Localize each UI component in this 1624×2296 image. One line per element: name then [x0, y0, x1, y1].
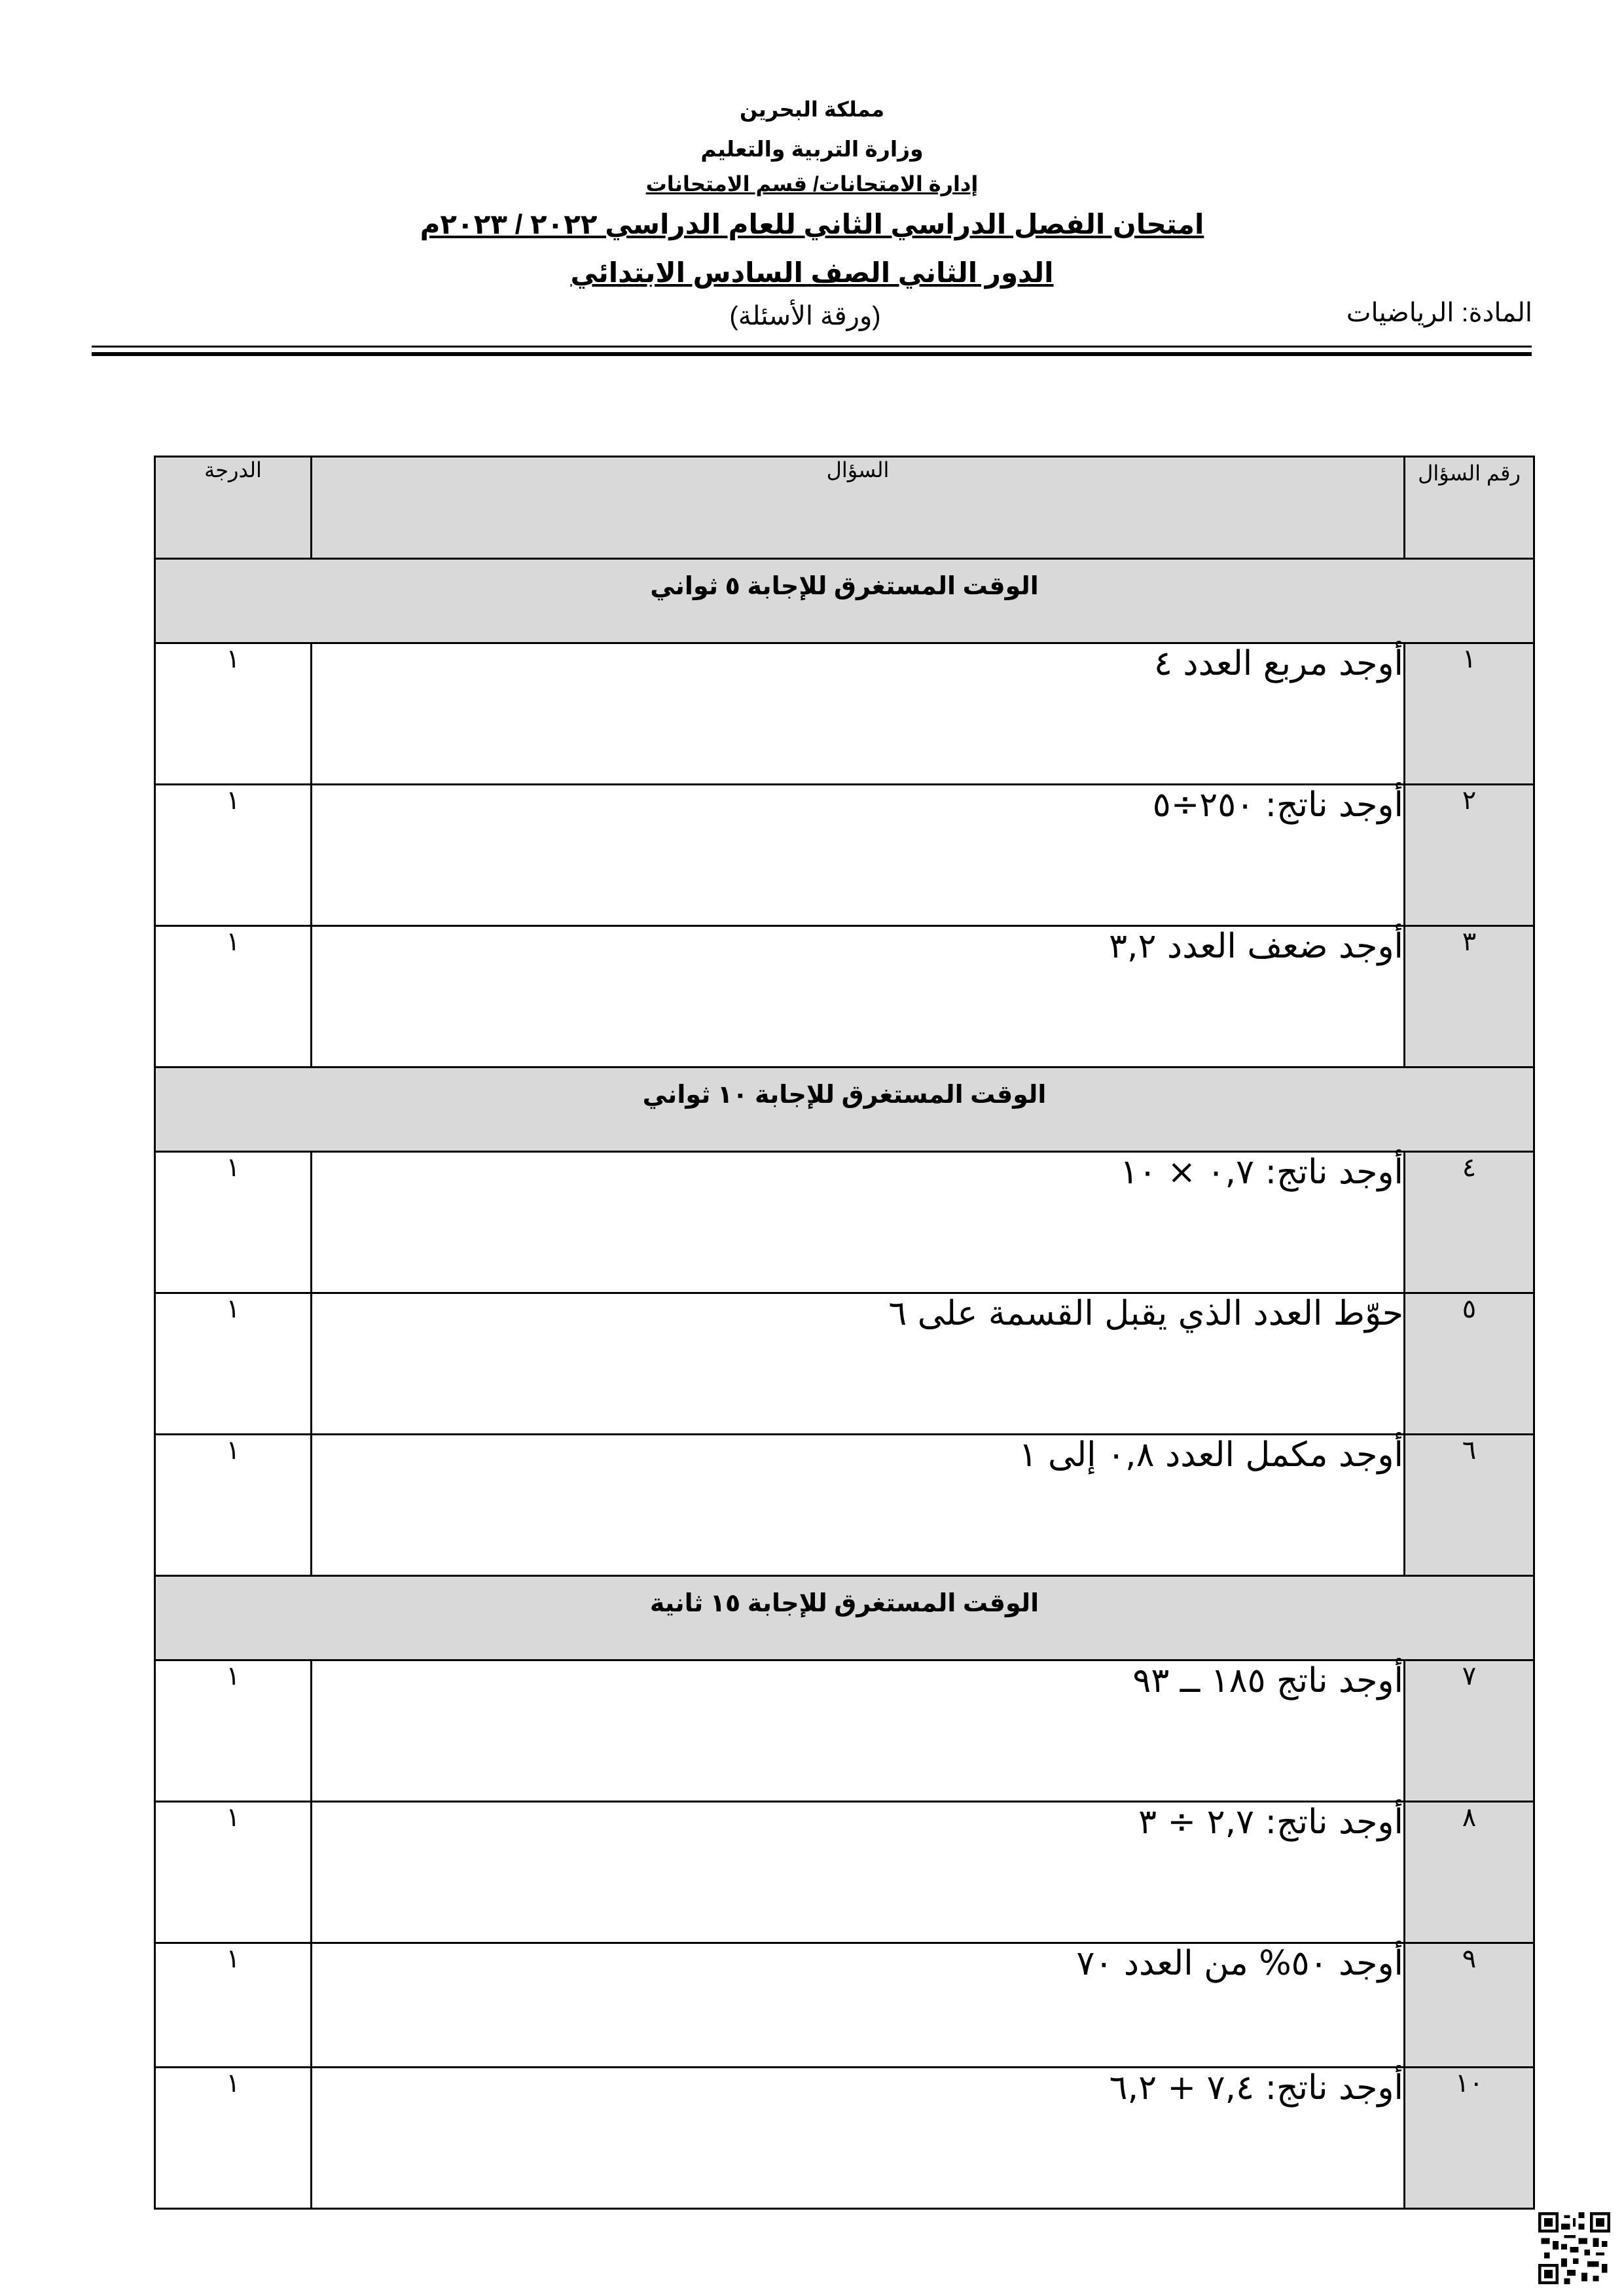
question-text: أوجد ناتج ١٨٥ ــ ٩٣ [312, 1660, 1405, 1802]
grade-header: الدرجة [155, 457, 312, 559]
question-row [155, 1660, 1534, 1802]
question-row [155, 785, 1534, 926]
questions-table [154, 456, 1535, 2210]
ministry-title: وزارة التربية والتعليم [700, 137, 924, 161]
question-grade: ١ [155, 1435, 312, 1576]
question-number-header: رقم السؤال [1405, 457, 1534, 559]
question-grade: ١ [155, 785, 312, 926]
question-text: حوّط العدد الذي يقبل القسمة على ٦ [312, 1293, 1405, 1435]
question-text: أوجد ضعف العدد ٣,٢ [312, 926, 1405, 1067]
question-grade: ١ [155, 2068, 312, 2209]
question-number: ١ [1405, 643, 1534, 785]
section-row [155, 1067, 1534, 1152]
header-divider-thin [92, 346, 1532, 348]
question-row [155, 643, 1534, 785]
question-text: أوجد ناتج: ٠,٧ × ١٠ [312, 1152, 1405, 1293]
question-number: ٩ [1405, 1943, 1534, 2068]
question-row [155, 2068, 1534, 2209]
question-grade: ١ [155, 1293, 312, 1435]
question-grade: ١ [155, 926, 312, 1067]
question-row [155, 926, 1534, 1067]
question-number: ٦ [1405, 1435, 1534, 1576]
question-row [155, 1152, 1534, 1293]
question-number: ٣ [1405, 926, 1534, 1067]
question-grade: ١ [155, 643, 312, 785]
section-title: الوقت المستغرق للإجابة ٥ ثواني [155, 559, 1534, 643]
question-grade: ١ [155, 1943, 312, 2068]
question-number: ٤ [1405, 1152, 1534, 1293]
exam-title: امتحان الفصل الدراسي الثاني للعام الدراسي ٢٠٢٢ / ٢٠٢٣م [420, 209, 1204, 240]
table-header-row [155, 457, 1534, 559]
section-title: الوقت المستغرق للإجابة ١٠ ثواني [155, 1067, 1534, 1152]
section-title: الوقت المستغرق للإجابة ١٥ ثانية [155, 1576, 1534, 1660]
question-grade: ١ [155, 1660, 312, 1802]
round-title: الدور الثاني الصف السادس الابتدائي [570, 257, 1054, 288]
qr-code-icon [1538, 2212, 1610, 2284]
question-row [155, 1435, 1534, 1576]
question-row [155, 1293, 1534, 1435]
question-number: ٢ [1405, 785, 1534, 926]
question-text: أوجد ناتج: ٢,٧ ÷ ٣ [312, 1802, 1405, 1943]
department-title: إدارة الامتحانات/ قسم الامتحانات [645, 172, 979, 196]
question-grade: ١ [155, 1152, 312, 1293]
question-grade: ١ [155, 1802, 312, 1943]
header-divider-thick [92, 352, 1532, 356]
question-row [155, 1943, 1534, 2068]
question-text: أوجد مربع العدد ٤ [312, 643, 1405, 785]
section-row [155, 559, 1534, 643]
question-header: السؤال [312, 457, 1405, 559]
paper-type-label: (ورقة الأسئلة) [729, 302, 881, 331]
question-text: أوجد ٥٠% من العدد ٧٠ [312, 1943, 1405, 2068]
question-text: أوجد مكمل العدد ٠,٨ إلى ١ [312, 1435, 1405, 1576]
kingdom-title: مملكة البحرين [739, 98, 885, 121]
question-number: ٥ [1405, 1293, 1534, 1435]
question-number: ٧ [1405, 1660, 1534, 1802]
question-row [155, 1802, 1534, 1943]
question-number: ٨ [1405, 1802, 1534, 1943]
question-text: أوجد ناتج: ٢٥٠÷٥ [312, 785, 1405, 926]
question-number: ١٠ [1405, 2068, 1534, 2209]
subject-label: المادة: الرياضيات [1346, 298, 1532, 327]
section-row [155, 1576, 1534, 1660]
question-text: أوجد ناتج: ٧,٤ + ٦,٢ [312, 2068, 1405, 2209]
